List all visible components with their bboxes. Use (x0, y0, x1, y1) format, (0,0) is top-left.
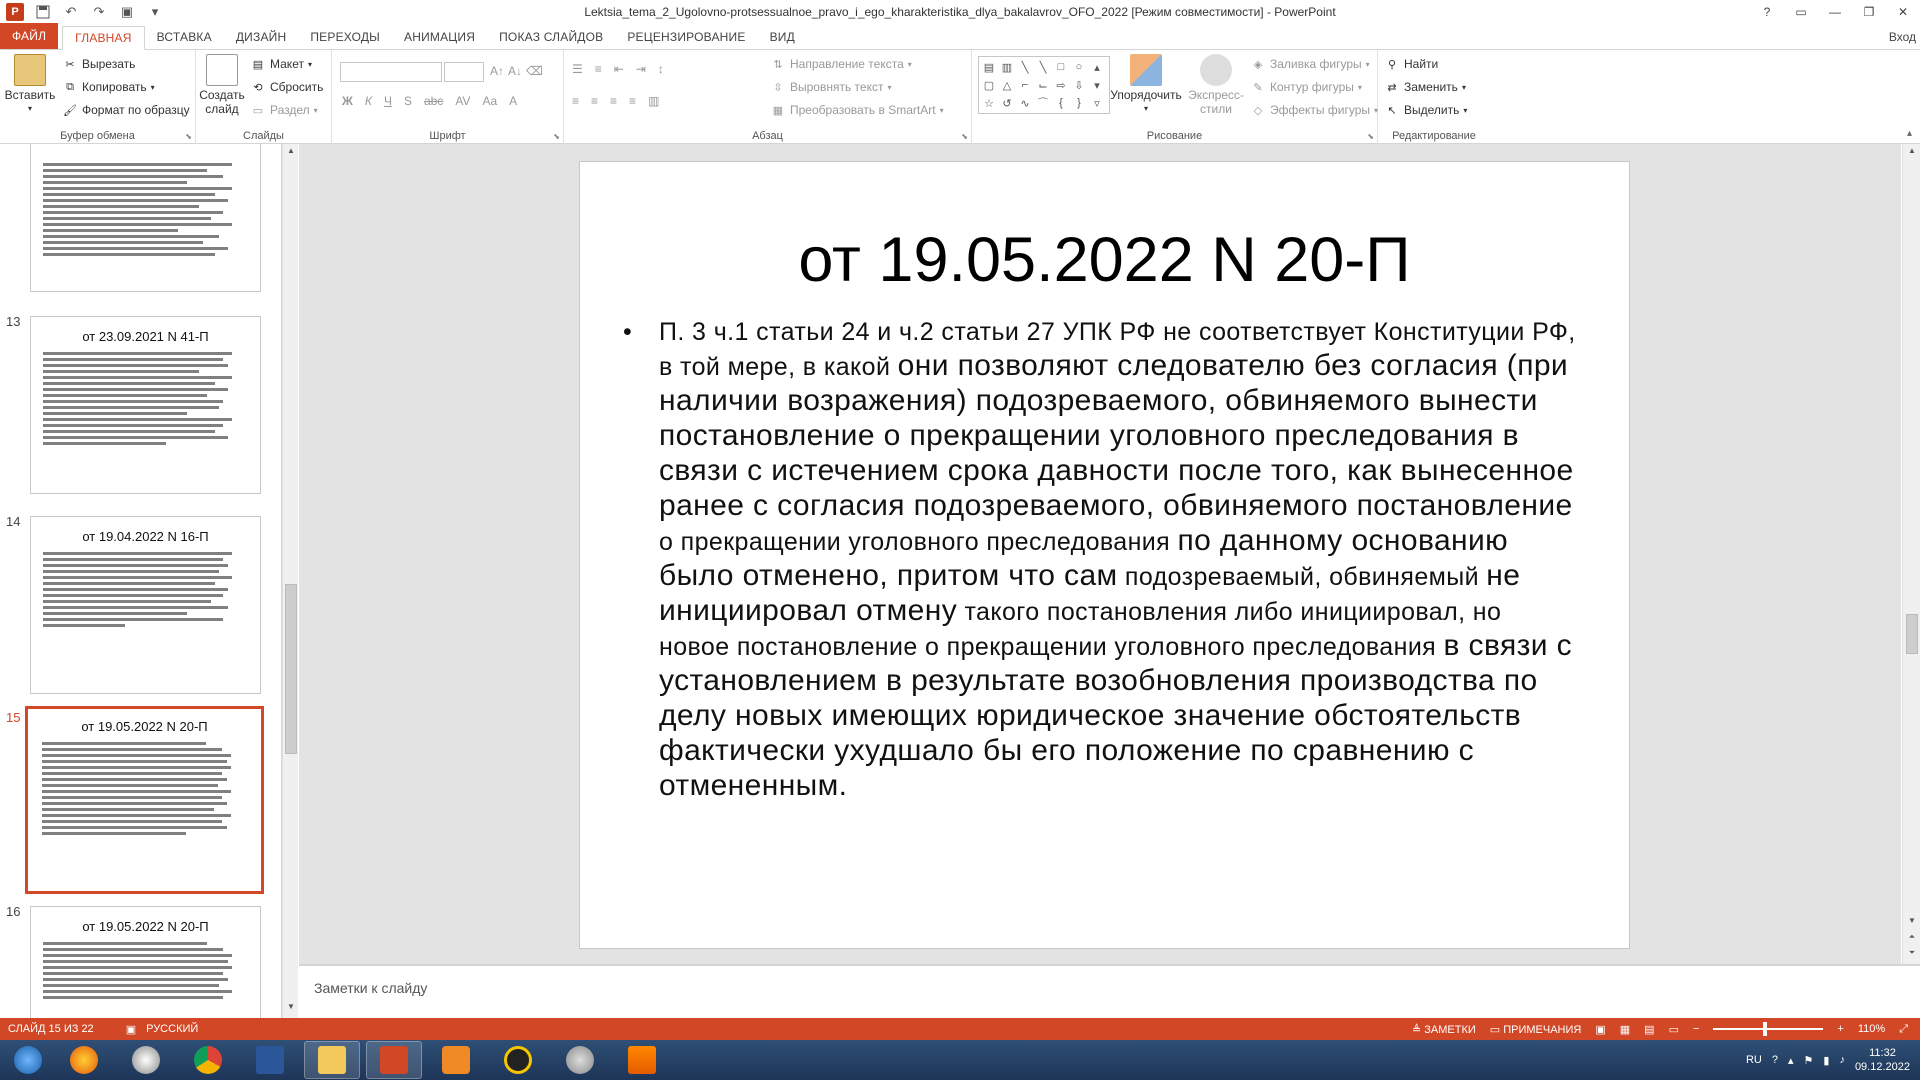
text-direction-label: Направление текста (790, 57, 904, 71)
tab-view[interactable]: ВИД (769, 30, 795, 44)
slide-scrollbar[interactable] (1902, 144, 1920, 964)
comments-toggle-label: ПРИМЕЧАНИЯ (1503, 1023, 1582, 1036)
word-icon[interactable] (242, 1041, 298, 1079)
arrow-down-shape-icon[interactable]: ⇩ (1074, 79, 1084, 92)
reset-label: Сбросить (270, 80, 324, 94)
slide-number-16: 16 (6, 904, 21, 919)
previous-slide-icon[interactable]: ⏶ (1908, 932, 1916, 941)
quick-styles-label: Экспресс-стили (1188, 88, 1244, 116)
numbering-icon[interactable]: ≡ (594, 62, 602, 76)
window-title: Lektsia_tema_2_Ugolovno-protsessualnoe_pravo_i_ego_kharakteristika_dlya_bakalavrov_OFO_2022 [Режим совместимости] - PowerPoint (584, 5, 1336, 19)
file-explorer-icon[interactable] (304, 1041, 360, 1079)
shape-outline-label: Контур фигуры (1270, 80, 1354, 94)
media-player-icon[interactable] (428, 1041, 484, 1079)
align-left-icon[interactable]: ≡ (572, 94, 580, 108)
justify-icon[interactable]: ≡ (629, 94, 637, 108)
shape-outline-button[interactable]: ✎ Контур фигуры ▾ (1250, 79, 1362, 95)
reset-icon: ⟲ (253, 81, 263, 94)
decrease-indent-icon[interactable]: ⇤ (613, 62, 624, 76)
status-bar-right (1412, 1023, 1920, 1036)
new-slide-label: Создать слайд (199, 88, 245, 116)
body-segment: такого постановления либо инициировал, но новое постановление о прекращении уголовного преследования (659, 598, 1502, 661)
layout-button[interactable]: ▤ Макет ▾ (250, 56, 312, 72)
paste-label: Вставить (4, 88, 56, 102)
system-tray (1746, 1046, 1920, 1074)
scroll-down-icon[interactable]: ▼ (1908, 916, 1916, 925)
change-case-icon[interactable]: Aa (482, 94, 498, 108)
thumbnails-scrollbar[interactable] (282, 144, 298, 1018)
zoom-out-icon[interactable]: − (1692, 1023, 1700, 1035)
textbox-shape-icon[interactable]: ▤ (983, 61, 995, 74)
replace-button[interactable]: ⇄ Заменить ▾ (1384, 79, 1466, 95)
smartart-icon: ▦ (772, 104, 784, 117)
keyboard-layout-indicator[interactable]: RU (1745, 1054, 1762, 1066)
expand-icon[interactable]: ▿ (1094, 97, 1100, 110)
redo-icon[interactable]: ↷ (93, 4, 105, 19)
tab-animations[interactable]: АНИМАЦИЯ (404, 30, 476, 44)
star-shape-icon[interactable]: ☆ (984, 97, 994, 110)
slide-number-13: 13 (6, 314, 21, 329)
smartart-button[interactable]: ▦ Преобразовать в SmartArt ▾ (770, 102, 944, 118)
replace-label: Заменить (1404, 80, 1458, 94)
slide-body-text[interactable] (623, 316, 1579, 804)
normal-view-icon[interactable]: ▣ (1595, 1023, 1606, 1036)
scroll-up-icon[interactable]: ▲ (287, 146, 295, 155)
slide-thumbnails-pane (0, 144, 282, 1018)
bullet-marker: • (623, 318, 633, 346)
align-buttons (572, 94, 659, 108)
shrink-font-icon[interactable]: A↓ (508, 64, 523, 78)
notes-pane[interactable] (299, 964, 1920, 1018)
elbow-shape-icon[interactable]: ⌙ (1038, 79, 1048, 92)
format-painter-button[interactable] (62, 102, 190, 118)
rect-shape-icon[interactable]: □ (1057, 61, 1065, 73)
arrange-label: Упорядочить (1110, 88, 1182, 102)
thumbnail-title: от 19.05.2022 N 20-П (81, 719, 208, 734)
bold-button[interactable]: Ж (342, 94, 353, 108)
list-buttons (572, 62, 664, 76)
find-button[interactable] (1384, 56, 1438, 72)
connector-shape-icon[interactable]: ⌐ (1021, 79, 1029, 91)
slide-title[interactable]: от 19.05.2022 N 20-П (798, 225, 1411, 295)
scroll-icon[interactable]: ▾ (1094, 79, 1100, 92)
save-icon[interactable] (34, 3, 52, 21)
arrange-icon (1130, 54, 1162, 86)
brush-icon: 🖌 (63, 104, 77, 117)
drawing-group-label: Рисование (1146, 130, 1203, 142)
body-segment-emphasis: по данному основанию было отменено, притом что сам (659, 524, 1509, 592)
arrow-right-shape-icon[interactable]: ⇨ (1056, 79, 1066, 92)
section-icon: ▭ (252, 104, 264, 117)
align-text-icon: ⇳ (773, 81, 783, 94)
undo-icon[interactable]: ↶ (65, 4, 77, 19)
align-right-icon[interactable]: ≡ (610, 94, 618, 108)
arc-shape-icon[interactable]: ⌒ (1037, 98, 1049, 110)
powerpoint-taskbar-icon[interactable] (366, 1041, 422, 1079)
reset-button[interactable] (250, 79, 323, 95)
thumbnail-title: от 19.05.2022 N 20-П (82, 919, 209, 934)
new-slide-icon (206, 54, 238, 86)
shape-effects-label: Эффекты фигуры (1270, 103, 1371, 117)
quick-access-toolbar (0, 3, 200, 21)
vtextbox-shape-icon[interactable]: ▥ (1001, 61, 1013, 74)
firefox-icon[interactable] (56, 1041, 112, 1079)
layout-icon: ▤ (252, 58, 264, 71)
slide-canvas[interactable] (579, 161, 1630, 949)
clock[interactable] (1855, 1046, 1910, 1074)
disc-icon[interactable] (552, 1041, 608, 1079)
ribbon-display-options-button[interactable]: ▭ (1795, 5, 1807, 19)
scroll-up-icon[interactable]: ▲ (1908, 146, 1916, 155)
clear-format-icon[interactable]: ⌫ (526, 64, 543, 78)
next-slide-icon[interactable]: ⏷ (1908, 948, 1916, 957)
notes-placeholder: Заметки к слайду (314, 980, 428, 996)
slideshow-start-icon[interactable]: ▣ (120, 4, 134, 19)
notes-toggle-label: ЗАМЕТКИ (1424, 1023, 1476, 1036)
drawing-group (972, 50, 1378, 144)
yandex-browser-icon[interactable] (118, 1041, 174, 1079)
cut-label: Вырезать (82, 57, 136, 71)
scrollbar-thumb[interactable] (285, 584, 297, 754)
slide-thumbnail-13[interactable] (30, 316, 261, 494)
triangle-shape-icon[interactable]: △ (1002, 79, 1012, 92)
layout-label: Макет (270, 57, 304, 71)
font-size-input[interactable] (444, 62, 484, 82)
slide-counter: СЛАЙД 15 ИЗ 22 (8, 1023, 94, 1035)
align-text-label: Выровнять текст (790, 80, 884, 94)
line-spacing-icon[interactable]: ↕ (657, 62, 664, 76)
window-controls (1720, 0, 1920, 24)
shapes-gallery[interactable] (978, 56, 1110, 114)
font-group-label: Шрифт (429, 130, 466, 142)
fit-to-window-icon[interactable]: ⤢ (1899, 1022, 1908, 1035)
freeform-shape-icon[interactable]: ∿ (1020, 97, 1030, 110)
tab-review[interactable]: РЕЦЕНЗИРОВАНИЕ (627, 30, 746, 44)
language-indicator[interactable]: РУССКИЙ (146, 1023, 199, 1035)
tab-slideshow[interactable]: ПОКАЗ СЛАЙДОВ (499, 30, 604, 44)
paste-icon (14, 54, 46, 86)
collapse-ribbon-icon[interactable]: ▴ (1906, 128, 1912, 139)
zoom-slider[interactable] (1713, 1028, 1823, 1030)
smartart-label: Преобразовать в SmartArt (790, 103, 936, 117)
effects-icon: ◇ (1253, 104, 1263, 117)
clock-time: 11:32 (1869, 1047, 1896, 1059)
font-format-buttons (342, 94, 517, 108)
columns-icon[interactable]: ▥ (648, 94, 660, 108)
clock-date: 09.12.2022 (1854, 1061, 1910, 1073)
quick-styles-icon (1200, 54, 1232, 86)
slides-group (196, 50, 332, 144)
line2-shape-icon[interactable]: ╲ (1039, 61, 1047, 74)
zoom-level[interactable]: 110% (1857, 1023, 1886, 1035)
curve-shape-icon[interactable]: ↺ (1002, 97, 1012, 110)
action-center-icon[interactable]: ⚑ (1803, 1054, 1814, 1067)
paragraph-group (564, 50, 972, 144)
shape-effects-button[interactable]: ◇ Эффекты фигуры ▾ (1250, 102, 1378, 118)
title-bar (0, 0, 1920, 24)
more-icon[interactable]: ▴ (1094, 61, 1100, 74)
powerpoint-logo-icon: P (6, 3, 24, 21)
slide-thumbnail-14[interactable] (30, 516, 261, 694)
body-segment: П. 3 ч.1 статьи 24 и ч.2 статьи 27 УПК РФ не соответствует Конституции РФ, в той мере, в какой (659, 318, 1576, 381)
help-tray-icon[interactable]: ? (1771, 1054, 1778, 1066)
body-segment: подозреваемый, обвиняемый (1117, 563, 1487, 591)
slides-group-label: Слайды (243, 130, 284, 142)
clipboard-group-label: Буфер обмена (60, 130, 135, 142)
section-label: Раздел (270, 103, 310, 117)
body-segment-emphasis: в связи с установлением в результате возобновления производства по делу новых имеющих юридическое значение обстоятельств фактически ухудшало бы его положение по сравнению с отмененным. (659, 629, 1573, 802)
select-label: Выделить (1404, 103, 1460, 117)
underline-button[interactable]: Ч (383, 94, 392, 108)
ribbon-tabs (0, 24, 1920, 50)
cut-button[interactable] (62, 56, 135, 72)
close-button[interactable]: ✕ (1897, 5, 1909, 19)
reading-view-icon[interactable]: ▤ (1644, 1023, 1655, 1036)
thumbnail-title: от 19.04.2022 N 16-П (82, 529, 209, 544)
section-button[interactable]: ▭ Раздел ▾ (250, 102, 318, 118)
tab-design[interactable]: ДИЗАЙН (235, 30, 287, 44)
cursor-icon: ↖ (1387, 104, 1397, 117)
restore-button[interactable]: ❐ (1863, 5, 1875, 19)
help-button[interactable]: ? (1763, 5, 1771, 19)
new-slide-button[interactable] (198, 54, 246, 116)
font-color-icon[interactable]: A (509, 94, 518, 108)
minimize-button[interactable]: — (1829, 5, 1841, 19)
tab-home[interactable]: ГЛАВНАЯ (62, 26, 144, 50)
body-segment-emphasis: не инициировал отмену (659, 559, 1521, 627)
zoom-slider-thumb[interactable] (1763, 1022, 1767, 1036)
slide-number-14: 14 (6, 514, 21, 529)
network-icon[interactable]: ▮ (1823, 1054, 1830, 1067)
align-center-icon[interactable]: ≡ (591, 94, 599, 108)
editing-group (1378, 50, 1490, 144)
fill-bucket-icon: ◈ (1253, 58, 1263, 71)
vlc-icon[interactable] (614, 1041, 670, 1079)
copy-button[interactable]: ⧉ Копировать ▾ (62, 79, 155, 95)
slide-thumbnail-16[interactable] (30, 906, 261, 1018)
paste-button[interactable]: Вставить ▾ (4, 54, 56, 116)
paragraph-group-label: Абзац (752, 130, 783, 142)
line-shape-icon[interactable]: ╲ (1021, 61, 1029, 74)
outline-pen-icon: ✎ (1253, 81, 1263, 94)
font-name-input[interactable] (340, 62, 442, 82)
scrollbar-thumb[interactable] (1906, 614, 1918, 654)
bullets-icon[interactable]: ☰ (572, 62, 583, 76)
brace-left-shape-icon[interactable]: { (1059, 97, 1063, 109)
sign-in-link[interactable]: Вход (1888, 30, 1916, 44)
char-spacing-icon[interactable]: AV (455, 94, 471, 108)
increase-indent-icon[interactable]: ⇥ (635, 62, 646, 76)
shadow-button[interactable]: S (403, 94, 412, 108)
grow-font-icon[interactable]: A↑ (490, 64, 505, 78)
editing-group-label: Редактирование (1392, 130, 1476, 142)
clipboard-group (0, 50, 196, 144)
customize-qat-icon[interactable]: ▾ (151, 4, 159, 19)
spell-check-icon[interactable]: ▣ (125, 1023, 137, 1036)
font-size-buttons (490, 64, 543, 78)
oval-shape-icon[interactable]: ○ (1075, 61, 1083, 73)
windows-start-icon[interactable] (6, 1041, 50, 1079)
notes-toggle[interactable]: ≜ ЗАМЕТКИ (1411, 1023, 1476, 1036)
show-hidden-icons-icon[interactable]: ▴ (1787, 1054, 1794, 1067)
dialog-launcher-icon[interactable]: ⬊ (185, 132, 192, 141)
shape-fill-label: Заливка фигуры (1270, 57, 1362, 71)
search-icon: ⚲ (1387, 58, 1397, 71)
windows-taskbar (0, 1040, 1920, 1080)
text-direction-icon: ⇅ (773, 58, 783, 71)
dialog-launcher-icon[interactable]: ⬊ (553, 132, 560, 141)
slide-thumbnail-12[interactable] (30, 144, 261, 292)
ribbon (0, 50, 1920, 144)
align-text-button[interactable]: ⇳ Выровнять текст ▾ (770, 79, 892, 95)
arrange-button[interactable]: Упорядочить ▾ (1110, 54, 1182, 116)
comments-toggle[interactable]: ▭ ПРИМЕЧАНИЯ (1489, 1023, 1582, 1036)
font-group (332, 50, 564, 144)
headphones-icon[interactable] (490, 1041, 546, 1079)
slide-number-15: 15 (6, 710, 21, 725)
find-label: Найти (1404, 57, 1439, 71)
body-segment-emphasis: они позволяют следователю без согласия (при наличии возражения) подозреваемого, обвиняемого вынести постановление о прекращении уголовного преследования в связи с истечением срока давности после того, как вынесенное ранее с согласия подозреваемого, обвиняемого постановление (659, 349, 1574, 522)
shape-fill-button[interactable]: ◈ Заливка фигуры ▾ (1250, 56, 1370, 72)
format-painter-label: Формат по образцу (82, 103, 190, 117)
status-bar (0, 1018, 1920, 1040)
select-button[interactable]: ↖ Выделить ▾ (1384, 102, 1467, 118)
brace-right-shape-icon[interactable]: } (1077, 97, 1081, 109)
slideshow-view-icon[interactable]: ▭ (1668, 1023, 1679, 1036)
zoom-in-icon[interactable]: + (1837, 1023, 1844, 1035)
slide-sorter-icon[interactable]: ▦ (1619, 1023, 1631, 1036)
copy-label: Копировать (82, 80, 147, 94)
rounded-rect-shape-icon[interactable]: ▢ (983, 79, 995, 92)
tab-transitions[interactable]: ПЕРЕХОДЫ (310, 30, 381, 44)
dialog-launcher-icon[interactable]: ⬊ (961, 132, 968, 141)
quick-styles-button[interactable] (1184, 54, 1248, 116)
thumbnail-title: от 23.09.2021 N 41-П (82, 329, 209, 344)
volume-icon[interactable]: ♪ (1839, 1054, 1845, 1066)
dialog-launcher-icon[interactable]: ⬊ (1367, 132, 1374, 141)
scroll-down-icon[interactable]: ▼ (287, 1002, 295, 1011)
tab-insert[interactable]: ВСТАВКА (156, 30, 212, 44)
text-direction-button[interactable]: ⇅ Направление текста ▾ (770, 56, 912, 72)
replace-icon: ⇄ (1387, 81, 1397, 94)
body-segment: о прекращении уголовного преследования (659, 528, 1178, 556)
strikethrough-button[interactable]: abc (423, 94, 444, 108)
tab-file[interactable]: ФАЙЛ (0, 23, 58, 49)
scissors-icon: ✂ (65, 58, 75, 71)
chrome-icon[interactable] (180, 1041, 236, 1079)
copy-icon: ⧉ (66, 80, 74, 93)
slide-thumbnail-15[interactable] (25, 706, 264, 894)
italic-button[interactable]: К (364, 94, 372, 108)
